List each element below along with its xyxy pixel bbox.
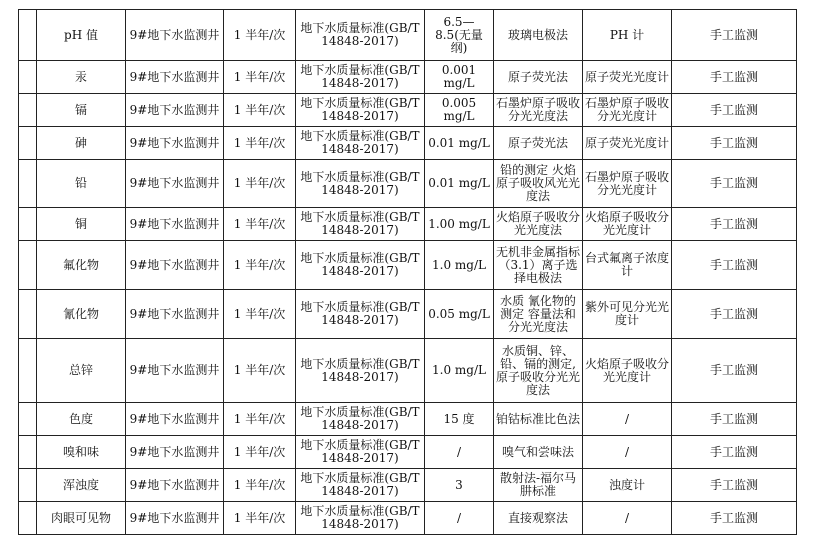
frequency-cell: 1 半年/次 bbox=[224, 436, 296, 469]
instrument-cell: 原子荧光光度计 bbox=[583, 61, 672, 94]
standard-cell: 地下水质量标准(GB/T 14848-2017) bbox=[296, 403, 425, 436]
well-cell: 9#地下水监测井 bbox=[126, 469, 224, 502]
row-spacer-cell bbox=[19, 94, 37, 127]
mode-cell: 手工监测 bbox=[672, 339, 797, 403]
mode-cell: 手工监测 bbox=[672, 469, 797, 502]
instrument-cell: 浊度计 bbox=[583, 469, 672, 502]
method-cell: 火焰原子吸收分光光度法 bbox=[494, 208, 583, 241]
method-cell: 直接观察法 bbox=[494, 502, 583, 535]
limit-cell: 0.005 mg/L bbox=[425, 94, 494, 127]
instrument-cell: / bbox=[583, 436, 672, 469]
frequency-cell: 1 半年/次 bbox=[224, 10, 296, 61]
frequency-cell: 1 半年/次 bbox=[224, 61, 296, 94]
table-row bbox=[19, 127, 797, 160]
method-cell: 水质铜、锌、铅、镉的测定,原子吸收分光光度法 bbox=[494, 339, 583, 403]
limit-cell: 0.01 mg/L bbox=[425, 160, 494, 208]
table-row bbox=[19, 469, 797, 502]
instrument-cell: / bbox=[583, 403, 672, 436]
limit-cell: 1.0 mg/L bbox=[425, 339, 494, 403]
method-cell: 铂钴标准比色法 bbox=[494, 403, 583, 436]
limit-cell: / bbox=[425, 502, 494, 535]
table-row bbox=[19, 436, 797, 469]
limit-cell: 0.05 mg/L bbox=[425, 290, 494, 339]
standard-cell: 地下水质量标准(GB/T 14848-2017) bbox=[296, 160, 425, 208]
method-cell: 原子荧光法 bbox=[494, 61, 583, 94]
row-spacer-cell bbox=[19, 339, 37, 403]
item-cell: 铅 bbox=[37, 160, 126, 208]
limit-cell: 0.01 mg/L bbox=[425, 127, 494, 160]
item-cell: 汞 bbox=[37, 61, 126, 94]
mode-cell: 手工监测 bbox=[672, 502, 797, 535]
limit-cell: / bbox=[425, 436, 494, 469]
limit-cell: 1.00 mg/L bbox=[425, 208, 494, 241]
well-cell: 9#地下水监测井 bbox=[126, 160, 224, 208]
table-row bbox=[19, 403, 797, 436]
well-cell: 9#地下水监测井 bbox=[126, 10, 224, 61]
mode-cell: 手工监测 bbox=[672, 403, 797, 436]
method-cell: 铅的测定 火焰原子吸收风光光度法 bbox=[494, 160, 583, 208]
table-row bbox=[19, 339, 797, 403]
limit-cell: 6.5—8.5(无量纲) bbox=[425, 10, 494, 61]
frequency-cell: 1 半年/次 bbox=[224, 403, 296, 436]
table-row bbox=[19, 10, 797, 61]
table-row bbox=[19, 94, 797, 127]
row-spacer-cell bbox=[19, 436, 37, 469]
well-cell: 9#地下水监测井 bbox=[126, 436, 224, 469]
limit-cell: 0.001 mg/L bbox=[425, 61, 494, 94]
standard-cell: 地下水质量标准(GB/T 14848-2017) bbox=[296, 94, 425, 127]
standard-cell: 地下水质量标准(GB/T 14848-2017) bbox=[296, 127, 425, 160]
instrument-cell: 紫外可见分光光度计 bbox=[583, 290, 672, 339]
row-spacer-cell bbox=[19, 208, 37, 241]
item-cell: 色度 bbox=[37, 403, 126, 436]
table-row bbox=[19, 61, 797, 94]
method-cell: 水质 氰化物的测定 容量法和分光光度法 bbox=[494, 290, 583, 339]
row-spacer-cell bbox=[19, 127, 37, 160]
well-cell: 9#地下水监测井 bbox=[126, 502, 224, 535]
row-spacer-cell bbox=[19, 241, 37, 290]
frequency-cell: 1 半年/次 bbox=[224, 290, 296, 339]
instrument-cell: 石墨炉原子吸收分光光度计 bbox=[583, 94, 672, 127]
instrument-cell: 台式氟离子浓度计 bbox=[583, 241, 672, 290]
frequency-cell: 1 半年/次 bbox=[224, 469, 296, 502]
monitoring-table-wrapper bbox=[18, 9, 797, 535]
row-spacer-cell bbox=[19, 403, 37, 436]
item-cell: 铜 bbox=[37, 208, 126, 241]
mode-cell: 手工监测 bbox=[672, 61, 797, 94]
well-cell: 9#地下水监测井 bbox=[126, 339, 224, 403]
item-cell: 嗅和味 bbox=[37, 436, 126, 469]
limit-cell: 1.0 mg/L bbox=[425, 241, 494, 290]
method-cell: 原子荧光法 bbox=[494, 127, 583, 160]
frequency-cell: 1 半年/次 bbox=[224, 208, 296, 241]
item-cell: 氟化物 bbox=[37, 241, 126, 290]
standard-cell: 地下水质量标准(GB/T 14848-2017) bbox=[296, 436, 425, 469]
frequency-cell: 1 半年/次 bbox=[224, 339, 296, 403]
mode-cell: 手工监测 bbox=[672, 94, 797, 127]
item-cell: 肉眼可见物 bbox=[37, 502, 126, 535]
instrument-cell: / bbox=[583, 502, 672, 535]
method-cell: 嗅气和尝味法 bbox=[494, 436, 583, 469]
frequency-cell: 1 半年/次 bbox=[224, 160, 296, 208]
mode-cell: 手工监测 bbox=[672, 160, 797, 208]
table-row bbox=[19, 241, 797, 290]
method-cell: 无机非金属指标（3.1）离子选择电极法 bbox=[494, 241, 583, 290]
method-cell: 玻璃电极法 bbox=[494, 10, 583, 61]
mode-cell: 手工监测 bbox=[672, 208, 797, 241]
table-row bbox=[19, 160, 797, 208]
frequency-cell: 1 半年/次 bbox=[224, 241, 296, 290]
mode-cell: 手工监测 bbox=[672, 127, 797, 160]
row-spacer-cell bbox=[19, 469, 37, 502]
item-cell: 浑浊度 bbox=[37, 469, 126, 502]
row-spacer-cell bbox=[19, 10, 37, 61]
frequency-cell: 1 半年/次 bbox=[224, 94, 296, 127]
well-cell: 9#地下水监测井 bbox=[126, 94, 224, 127]
mode-cell: 手工监测 bbox=[672, 290, 797, 339]
well-cell: 9#地下水监测井 bbox=[126, 290, 224, 339]
standard-cell: 地下水质量标准(GB/T 14848-2017) bbox=[296, 290, 425, 339]
standard-cell: 地下水质量标准(GB/T 14848-2017) bbox=[296, 208, 425, 241]
instrument-cell: 原子荧光光度计 bbox=[583, 127, 672, 160]
method-cell: 散射法-福尔马肼标准 bbox=[494, 469, 583, 502]
row-spacer-cell bbox=[19, 290, 37, 339]
well-cell: 9#地下水监测井 bbox=[126, 241, 224, 290]
method-cell: 石墨炉原子吸收分光光度法 bbox=[494, 94, 583, 127]
instrument-cell: PH 计 bbox=[583, 10, 672, 61]
standard-cell: 地下水质量标准(GB/T 14848-2017) bbox=[296, 469, 425, 502]
frequency-cell: 1 半年/次 bbox=[224, 502, 296, 535]
item-cell: 氰化物 bbox=[37, 290, 126, 339]
frequency-cell: 1 半年/次 bbox=[224, 127, 296, 160]
mode-cell: 手工监测 bbox=[672, 10, 797, 61]
item-cell: 镉 bbox=[37, 94, 126, 127]
item-cell: 总锌 bbox=[37, 339, 126, 403]
standard-cell: 地下水质量标准(GB/T 14848-2017) bbox=[296, 339, 425, 403]
item-cell: pH 值 bbox=[37, 10, 126, 61]
standard-cell: 地下水质量标准(GB/T 14848-2017) bbox=[296, 10, 425, 61]
table-row bbox=[19, 502, 797, 535]
monitoring-table-body bbox=[19, 10, 797, 535]
limit-cell: 15 度 bbox=[425, 403, 494, 436]
well-cell: 9#地下水监测井 bbox=[126, 403, 224, 436]
item-cell: 砷 bbox=[37, 127, 126, 160]
instrument-cell: 火焰原子吸收分光光度计 bbox=[583, 208, 672, 241]
row-spacer-cell bbox=[19, 160, 37, 208]
monitoring-table bbox=[18, 9, 797, 535]
limit-cell: 3 bbox=[425, 469, 494, 502]
row-spacer-cell bbox=[19, 61, 37, 94]
well-cell: 9#地下水监测井 bbox=[126, 208, 224, 241]
well-cell: 9#地下水监测井 bbox=[126, 61, 224, 94]
mode-cell: 手工监测 bbox=[672, 241, 797, 290]
instrument-cell: 火焰原子吸收分光光度计 bbox=[583, 339, 672, 403]
standard-cell: 地下水质量标准(GB/T 14848-2017) bbox=[296, 61, 425, 94]
standard-cell: 地下水质量标准(GB/T 14848-2017) bbox=[296, 502, 425, 535]
well-cell: 9#地下水监测井 bbox=[126, 127, 224, 160]
standard-cell: 地下水质量标准(GB/T 14848-2017) bbox=[296, 241, 425, 290]
row-spacer-cell bbox=[19, 502, 37, 535]
mode-cell: 手工监测 bbox=[672, 436, 797, 469]
instrument-cell: 石墨炉原子吸收分光光度计 bbox=[583, 160, 672, 208]
table-row bbox=[19, 208, 797, 241]
table-row bbox=[19, 290, 797, 339]
